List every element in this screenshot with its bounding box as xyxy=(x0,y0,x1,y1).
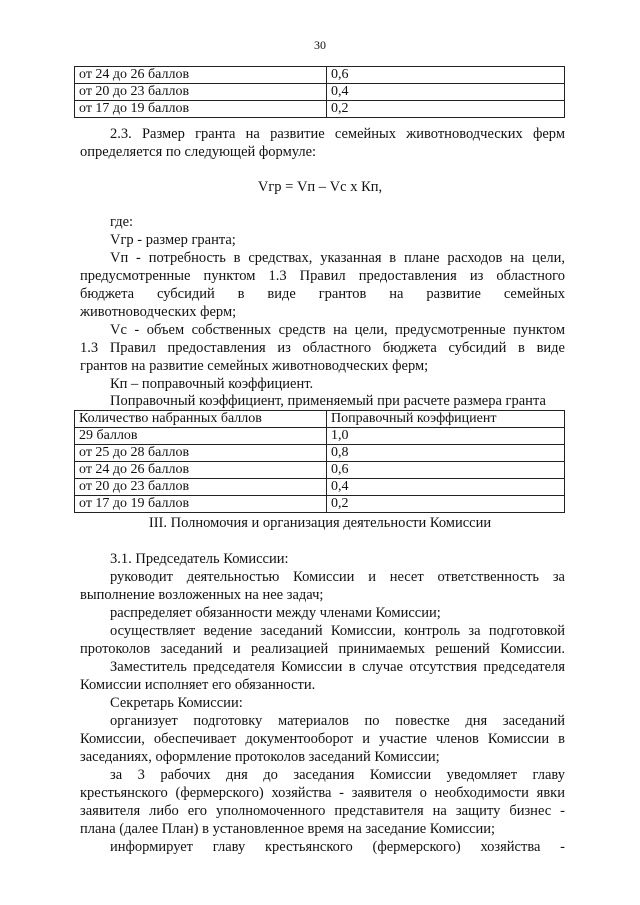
paragraph-line: Vс - объем собственных средств на цели, предусмотренные пунктом xyxy=(110,322,565,338)
table-row xyxy=(75,428,565,445)
table-row xyxy=(75,496,565,513)
paragraph-line: грантов на развитие семейных животноводческих ферм; xyxy=(80,358,429,374)
table-row xyxy=(75,101,565,118)
paragraph-line: Комиссии исполняет его обязанности. xyxy=(80,677,316,693)
paragraph-line: выполнение возложенных на нее задач; xyxy=(80,587,324,603)
paragraph-line: Секретарь Комиссии: xyxy=(110,695,243,711)
table-row xyxy=(75,462,565,479)
paragraph-line: 2.3. Размер гранта на развитие семейных животноводческих ферм xyxy=(110,126,565,142)
paragraph-line: осуществляет ведение заседаний Комиссии, контроль за подготовкой xyxy=(110,623,565,639)
paragraph-line: крестьянского (фермерского) хозяйства - заявителя о необходимости явки xyxy=(80,785,565,801)
table-cell: от 25 до 28 баллов xyxy=(75,445,327,462)
formula: Vгр = Vп – Vс x Кп, xyxy=(257,179,383,195)
table-cell: от 24 до 26 баллов xyxy=(75,462,327,479)
paragraph-line: протоколов заседаний и реализацией принимаемых решений Комиссии. xyxy=(80,641,565,657)
table-caption: Поправочный коэффициент, применяемый при расчете размера гранта xyxy=(110,393,546,409)
paragraph-line: 1.3 Правил предоставления из областного бюджета субсидий в виде xyxy=(80,340,565,356)
table-cell: 0,4 xyxy=(327,84,565,101)
table-row xyxy=(75,67,565,84)
table-row xyxy=(75,84,565,101)
table-cell: от 20 до 23 баллов xyxy=(75,479,327,496)
paragraph-line: плана (далее План) в установленное время на заседание Комиссии; xyxy=(80,821,496,837)
page-number: 30 xyxy=(314,38,326,52)
paragraph-line: бюджета субсидий в виде грантов на развитие семейных xyxy=(80,286,565,302)
table-cell: 0,2 xyxy=(327,101,565,118)
paragraph-line: 3.1. Председатель Комиссии: xyxy=(110,551,289,567)
paragraph-line: где: xyxy=(110,214,134,230)
coefficient-table xyxy=(74,410,565,513)
table-cell: от 17 до 19 баллов xyxy=(75,496,327,513)
paragraph-line: за 3 рабочих дня до заседания Комиссии уведомляет главу xyxy=(110,767,565,783)
section-heading: III. Полномочия и организация деятельности Комиссии xyxy=(148,515,492,531)
column-header: Количество набранных баллов xyxy=(75,411,327,428)
table-cell: от 20 до 23 баллов xyxy=(75,84,327,101)
paragraph-line: Заместитель председателя Комиссии в случае отсутствия председателя xyxy=(110,659,565,675)
paragraph-line: распределяет обязанности между членами Комиссии; xyxy=(110,605,441,621)
paragraph-line: заявителя либо его уполномоченного представителя на защиту бизнес - xyxy=(80,803,565,819)
table-cell: 0,6 xyxy=(327,67,565,84)
table-cell: 1,0 xyxy=(327,428,565,445)
paragraph-line: определяется по следующей формуле: xyxy=(80,144,317,160)
column-header: Поправочный коэффициент xyxy=(327,411,565,428)
table-row xyxy=(75,445,565,462)
paragraph-line: заседаниях, оформление протоколов заседаний Комиссии; xyxy=(80,749,440,765)
paragraph-line: Кп – поправочный коэффициент. xyxy=(110,376,314,392)
paragraph-line: Комиссии, обеспечивает документооборот и участие членов Комиссии в xyxy=(80,731,565,747)
top-coefficient-table xyxy=(74,66,565,118)
paragraph-line: информирует главу крестьянского (фермерского) хозяйства - xyxy=(110,839,565,855)
table-cell: 0,2 xyxy=(327,496,565,513)
paragraph-line: руководит деятельностью Комиссии и несет ответственность за xyxy=(110,569,565,585)
table-cell: 29 баллов xyxy=(75,428,327,445)
table-cell: 0,4 xyxy=(327,479,565,496)
paragraph-line: животноводческих ферм; xyxy=(80,304,237,320)
table-cell: 0,8 xyxy=(327,445,565,462)
table-header-row xyxy=(75,411,565,428)
table-cell: от 24 до 26 баллов xyxy=(75,67,327,84)
table-cell: от 17 до 19 баллов xyxy=(75,101,327,118)
paragraph-line: предусмотренные пунктом 1.3 Правил предоставления из областного xyxy=(80,268,565,284)
paragraph-line: организует подготовку материалов по повестке дня заседаний xyxy=(110,713,565,729)
table-row xyxy=(75,479,565,496)
paragraph-line: Vп - потребность в средствах, указанная в плане расходов на цели, xyxy=(110,250,565,266)
paragraph-line: Vгр - размер гранта; xyxy=(110,232,236,248)
table-cell: 0,6 xyxy=(327,462,565,479)
